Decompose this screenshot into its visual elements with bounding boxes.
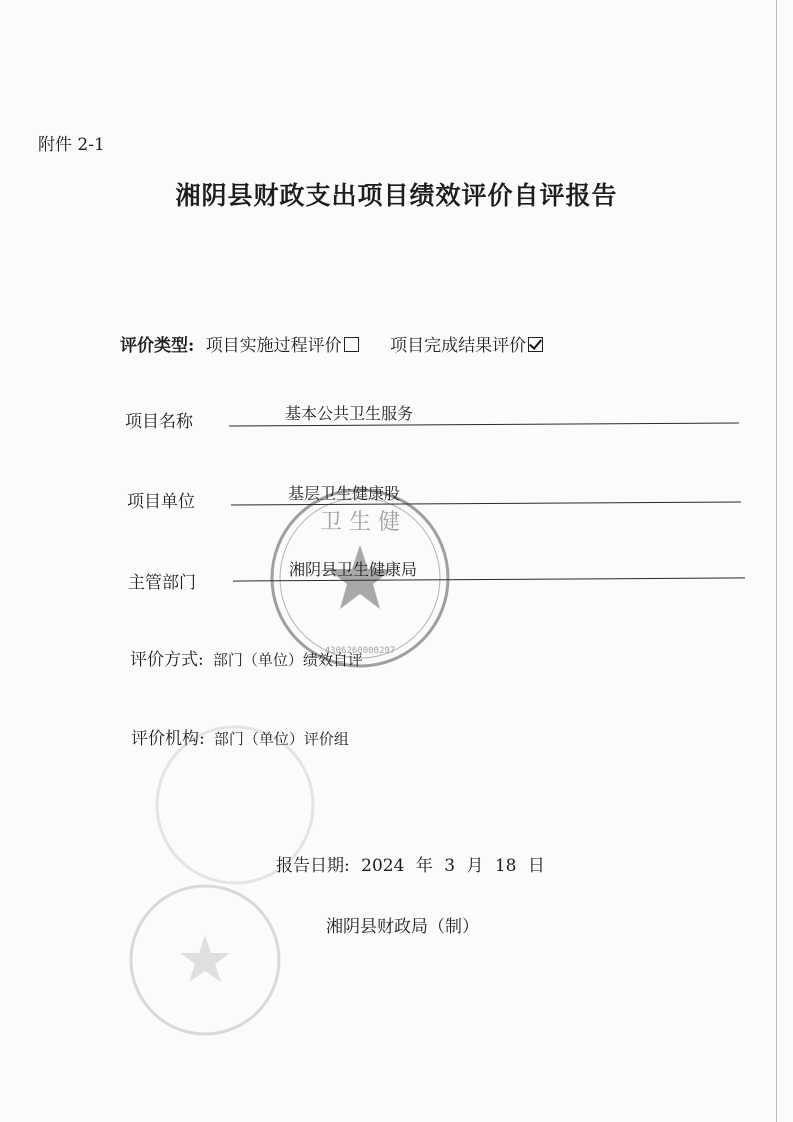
report-day: 18: [494, 856, 517, 876]
evaluation-option-process: 项目实施过程评价: [205, 336, 342, 356]
method-value: 部门（单位）绩效自评: [212, 651, 363, 669]
checkbox-result-checked[interactable]: [528, 337, 543, 352]
report-day-unit: 日: [527, 856, 545, 876]
page-title: 湘阴县财政支出项目绩效评价自评报告: [175, 181, 618, 210]
evaluation-type-label: 评价类型:: [120, 336, 195, 356]
evaluation-option-result: 项目完成结果评价: [390, 336, 527, 356]
report-year-unit: 年: [415, 856, 433, 876]
evaluation-type-row: [120, 331, 543, 356]
project-name-label: 项目名称: [125, 412, 193, 432]
checkbox-process[interactable]: [344, 337, 359, 352]
method-row: [130, 645, 363, 670]
report-month-unit: 月: [466, 856, 484, 876]
report-month: 3: [444, 856, 456, 876]
report-year: 2024: [361, 856, 405, 876]
org-value: 部门（单位）评价组: [213, 730, 349, 748]
report-date-row: [276, 851, 545, 876]
scan-edge-line: [776, 0, 777, 1122]
method-label: 评价方式:: [130, 650, 204, 670]
authority-label: 主管部门: [128, 573, 196, 593]
org-label: 评价机构:: [131, 729, 205, 749]
faint-seal-2: [125, 880, 285, 1040]
authority-value: 湘阴县卫生健康局: [289, 560, 418, 579]
issuer: 湘阴县财政局（制）: [326, 917, 479, 937]
project-name-value: 基本公共卫生服务: [285, 404, 414, 423]
org-row: [131, 724, 349, 749]
attachment-label: 附件 2-1: [38, 135, 105, 155]
seal-code: 4306260000297: [324, 646, 396, 656]
report-date-label: 报告日期:: [276, 856, 350, 876]
project-unit-label: 项目单位: [127, 492, 195, 512]
seal-text: 卫 生 健: [320, 510, 400, 535]
project-unit-value: 基层卫生健康股: [288, 484, 401, 503]
